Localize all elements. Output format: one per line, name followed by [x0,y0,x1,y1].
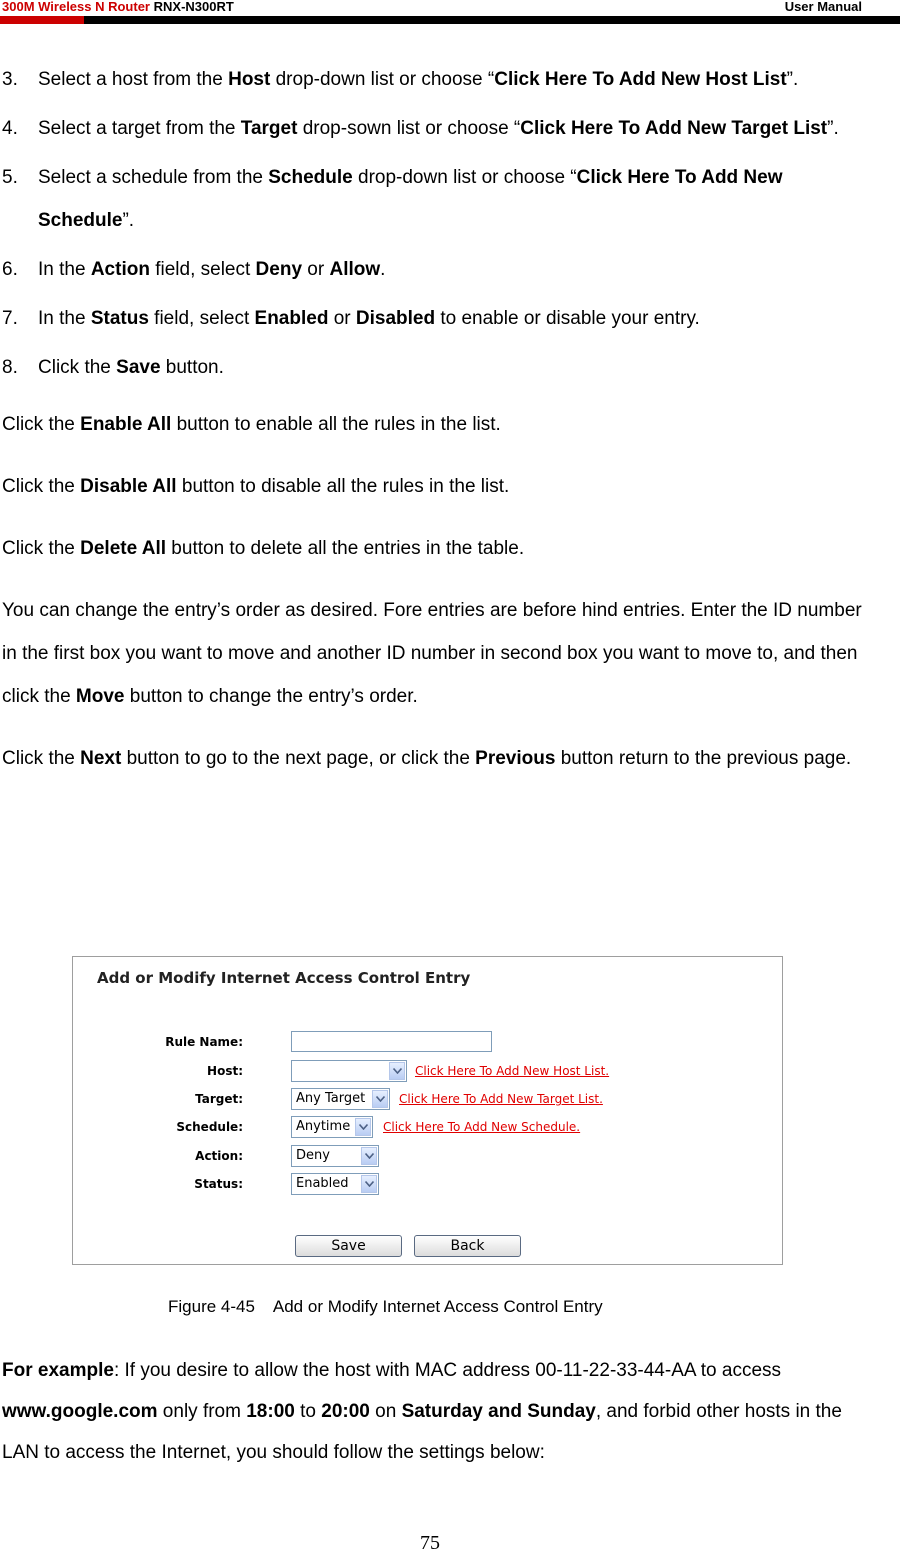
action-select[interactable] [291,1145,379,1167]
action-label: Action: [195,1149,243,1163]
step-text: or [302,259,330,280]
example-bold: 18:00 [246,1401,295,1422]
step-text: Select a schedule from the [38,167,269,188]
step-6 [0,248,880,291]
step-text: field, select [149,259,256,280]
step-number: 8. [2,357,18,378]
para-text: button to disable all the rules in the list. [176,476,510,497]
example-text: only from [157,1401,247,1422]
action-selected-value: Deny [296,1148,330,1163]
step-bold: Click Here To Add New Target List [520,118,828,139]
header-brand: 300M Wireless N Router [2,0,150,14]
step-bold: Schedule [268,167,353,188]
para-bold: Next [80,748,122,769]
para-enable-all [2,403,880,446]
para-text: button to delete all the entries in the table. [166,538,525,559]
step-text: ”. [122,210,135,231]
chevron-down-icon[interactable] [361,1147,377,1165]
step-text: Click the [38,357,117,378]
rule-name-label: Rule Name: [165,1035,243,1049]
body-text [0,58,880,799]
para-text: You can change the entry’s order as desired. Fore entries are before hind entries. Enter the ID number in the first box you want to move and another ID number in second box you want to move to, and then click the [2,600,862,707]
step-number: 3. [2,69,18,90]
step-bold: Status [90,308,149,329]
row-status [73,1173,773,1199]
step-bold: Click Here To Add New Schedule [38,167,783,231]
step-bold: Enabled [254,308,329,329]
host-select[interactable] [291,1060,407,1082]
step-text: ”. [786,69,799,90]
step-7 [0,297,880,340]
step-bold: Deny [255,259,303,280]
header-product [2,0,234,14]
step-text: drop-down list or choose “ [270,69,495,90]
step-8 [0,346,880,389]
header-manual: User Manual [784,0,862,14]
step-bold: Click Here To Add New Host List [494,69,787,90]
step-bold: Target [240,118,298,139]
para-bold: Delete All [80,538,167,559]
para-bold: Enable All [80,414,172,435]
step-text: In the [38,308,91,329]
step-text: drop-down list or choose “ [352,167,577,188]
para-move [2,589,880,718]
example-text: to [294,1401,322,1422]
target-label: Target: [195,1092,243,1106]
step-5 [0,156,880,242]
example-bold: For example [2,1360,114,1381]
para-text: Click the [2,414,81,435]
add-host-link[interactable]: Click Here To Add New Host List. [415,1064,610,1078]
step-text: Select a target from the [38,118,241,139]
example-bold: 20:00 [321,1401,370,1422]
step-bold: Allow [329,259,381,280]
step-number: 7. [2,308,18,329]
header-rule [0,16,900,24]
back-button[interactable]: Back [414,1235,521,1257]
page-header [0,0,900,26]
add-schedule-link[interactable]: Click Here To Add New Schedule. [383,1120,581,1134]
para-text: button return to the previous page. [555,748,852,769]
example-text: , and forbid other hosts in the LAN to access the Internet, you should follow the settings below: [2,1401,842,1463]
example-bold: www.google.com [2,1401,158,1422]
status-label: Status: [194,1177,243,1191]
step-text: or [328,308,356,329]
step-text: ”. [827,118,839,139]
page-number: 75 [420,1532,440,1554]
step-text: button. [160,357,224,378]
row-schedule [73,1116,773,1142]
chevron-down-icon[interactable] [361,1175,377,1193]
header-model: RNX-N300RT [153,0,234,14]
para-delete-all [2,527,880,570]
step-text: to enable or disable your entry. [435,308,700,329]
chevron-down-icon[interactable] [372,1090,388,1108]
example-text: : If you desire to allow the host with MAC address 00-11-22-33-44-AA to access [113,1360,782,1381]
target-select[interactable] [291,1088,390,1110]
row-rule-name [73,1031,773,1057]
step-4 [0,107,880,150]
step-bold: Disabled [355,308,436,329]
para-text: Click the [2,748,81,769]
save-button[interactable]: Save [295,1235,402,1257]
chevron-down-icon[interactable] [355,1118,371,1136]
para-text: button to enable all the rules in the list. [171,414,501,435]
example-bold: Saturday and Sunday [401,1401,596,1422]
rule-name-input[interactable] [291,1031,492,1052]
target-selected-value: Any Target [296,1091,366,1106]
schedule-select[interactable] [291,1116,373,1138]
figure-caption: Figure 4-45 Add or Modify Internet Access Control Entry [168,1297,603,1316]
header-rule-accent [0,16,84,24]
schedule-selected-value: Anytime [296,1119,351,1134]
chevron-down-icon[interactable] [389,1062,405,1080]
step-text: drop-sown list or choose “ [297,118,521,139]
step-bold: Host [228,69,271,90]
row-action [73,1145,773,1171]
step-text: In the [38,259,91,280]
step-3 [0,58,880,101]
para-next [2,737,880,780]
row-host [73,1060,773,1086]
schedule-label: Schedule: [176,1120,243,1134]
status-select[interactable] [291,1173,379,1195]
para-text: button to go to the next page, or click the [121,748,476,769]
step-bold: Save [116,357,161,378]
step-bold: Action [90,259,150,280]
para-text: Click the [2,476,81,497]
form-title: Add or Modify Internet Access Control Entry [97,969,471,987]
para-bold: Disable All [80,476,177,497]
para-bold: Previous [475,748,556,769]
para-disable-all [2,465,880,508]
add-target-link[interactable]: Click Here To Add New Target List. [399,1092,603,1106]
row-target [73,1088,773,1114]
example-text: on [369,1401,402,1422]
step-text: field, select [148,308,255,329]
para-bold: Move [75,686,125,707]
para-text: button to change the entry’s order. [124,686,418,707]
step-number: 5. [2,167,18,188]
step-text: Select a host from the [38,69,229,90]
host-label: Host: [207,1064,243,1078]
para-text: Click the [2,538,81,559]
example-paragraph [2,1350,882,1473]
step-text: . [380,259,386,280]
step-number: 4. [2,118,18,139]
access-control-form [72,956,783,1265]
step-number: 6. [2,259,18,280]
status-selected-value: Enabled [296,1176,349,1191]
